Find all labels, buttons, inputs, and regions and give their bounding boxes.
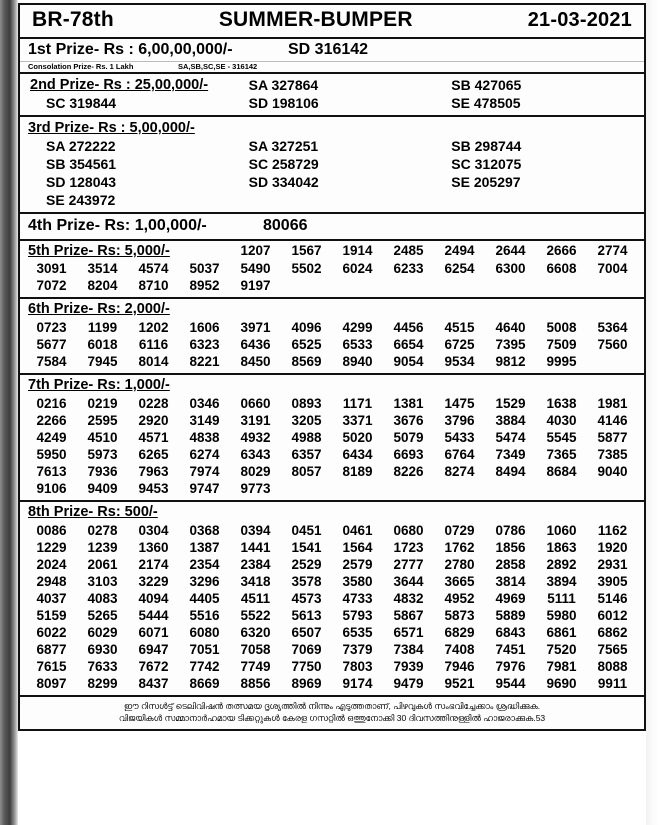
list-item: 7945 bbox=[87, 354, 118, 369]
list-item: 1199 bbox=[87, 320, 118, 335]
list-item: 4515 bbox=[444, 320, 475, 335]
list-item: 1638 bbox=[546, 396, 577, 411]
list-item: 1162 bbox=[597, 523, 628, 538]
lottery-name: SUMMER-BUMPER bbox=[218, 8, 413, 31]
list-item: 9197 bbox=[240, 278, 271, 293]
list-item: 9690 bbox=[546, 676, 577, 691]
prize-3rd-label: 3rd Prize- Rs : 5,00,000/- bbox=[28, 120, 195, 136]
list-item: 8856 bbox=[240, 676, 271, 691]
list-item: 0729 bbox=[444, 523, 475, 538]
list-item: 9040 bbox=[597, 464, 628, 479]
list-item: 8952 bbox=[189, 278, 220, 293]
list-item: 7615 bbox=[36, 659, 67, 674]
list-item: 7750 bbox=[291, 659, 322, 674]
lottery-result-sheet bbox=[18, 3, 646, 731]
list-item: 9544 bbox=[495, 676, 526, 691]
list-item: 8029 bbox=[240, 464, 271, 479]
prize-6th-label: 6th Prize- Rs: 2,000/- bbox=[28, 301, 170, 317]
list-item: 2061 bbox=[87, 557, 118, 572]
list-item: 5867 bbox=[393, 608, 424, 623]
list-item: 8014 bbox=[138, 354, 169, 369]
list-item: 6018 bbox=[87, 337, 118, 352]
list-item: 2494 bbox=[444, 243, 475, 258]
list-item: 2780 bbox=[444, 557, 475, 572]
list-item: SD 334042 bbox=[248, 174, 319, 190]
prize-4th-label: 4th Prize- Rs: 1,00,000/- bbox=[28, 217, 207, 234]
disclaimer-line-1: ഈ റിസൾട്ട് ടെലിവിഷൻ തത്സമയ ദൃശ്യത്തിൽ നിന്നും എടുത്തതാണ്, പിഴവുകൾ സംഭവിച്ചേക്കാം ശ്രദ്ധിക്കുക. bbox=[123, 701, 541, 711]
list-item: 6507 bbox=[291, 625, 322, 640]
list-item: 0346 bbox=[189, 396, 220, 411]
list-item: 0219 bbox=[87, 396, 118, 411]
list-item: 3191 bbox=[240, 413, 271, 428]
list-item: 4838 bbox=[189, 430, 220, 445]
list-item: 7058 bbox=[240, 642, 271, 657]
list-item: 3296 bbox=[189, 574, 220, 589]
list-item: 1360 bbox=[138, 540, 169, 555]
list-item: 2920 bbox=[138, 413, 169, 428]
list-item: 6434 bbox=[342, 447, 373, 462]
list-item: 1567 bbox=[291, 243, 322, 258]
list-item: 3418 bbox=[240, 574, 271, 589]
list-item: 3796 bbox=[444, 413, 475, 428]
prize-7th-number-grid bbox=[20, 394, 644, 500]
draw-number: BR-78th bbox=[32, 8, 114, 31]
list-item: 6725 bbox=[444, 337, 475, 352]
list-item: 0723 bbox=[36, 320, 67, 335]
list-item: 7385 bbox=[597, 447, 628, 462]
list-item: 7349 bbox=[495, 447, 526, 462]
list-item: 4932 bbox=[240, 430, 271, 445]
list-item: 5973 bbox=[87, 447, 118, 462]
list-item: 4456 bbox=[393, 320, 424, 335]
list-item: 2595 bbox=[87, 413, 118, 428]
list-item: 6029 bbox=[87, 625, 118, 640]
list-item: 8057 bbox=[291, 464, 322, 479]
list-item: 8204 bbox=[87, 278, 118, 293]
list-item: 3905 bbox=[597, 574, 628, 589]
list-item: SE 243972 bbox=[46, 192, 116, 208]
list-item: 2774 bbox=[597, 243, 628, 258]
list-item: 7379 bbox=[342, 642, 373, 657]
list-item: 4969 bbox=[495, 591, 526, 606]
list-item: 7365 bbox=[546, 447, 577, 462]
prize-1st-label: 1st Prize- Rs : 6,00,00,000/- bbox=[28, 41, 233, 58]
list-item: 0086 bbox=[36, 523, 67, 538]
list-item: 9812 bbox=[495, 354, 526, 369]
list-item: 6116 bbox=[138, 337, 169, 352]
list-item: 1723 bbox=[393, 540, 424, 555]
list-item: 4988 bbox=[291, 430, 322, 445]
list-item: 6265 bbox=[138, 447, 169, 462]
list-item: 6300 bbox=[495, 261, 526, 276]
list-item: 7613 bbox=[36, 464, 67, 479]
page-edge-right-margin bbox=[646, 0, 660, 825]
list-item: 6012 bbox=[597, 608, 628, 623]
list-item: 0680 bbox=[393, 523, 424, 538]
list-item: 2485 bbox=[393, 243, 424, 258]
list-item: 8494 bbox=[495, 464, 526, 479]
list-item: 6654 bbox=[393, 337, 424, 352]
list-item: 3814 bbox=[495, 574, 526, 589]
list-item: 8088 bbox=[597, 659, 628, 674]
list-item: 7749 bbox=[240, 659, 271, 674]
list-item: 1981 bbox=[597, 396, 628, 411]
list-item: 6930 bbox=[87, 642, 118, 657]
list-item: 2777 bbox=[393, 557, 424, 572]
prize-5th-number-grid bbox=[20, 241, 644, 297]
list-item: 2266 bbox=[36, 413, 67, 428]
list-item: 6862 bbox=[597, 625, 628, 640]
list-item: 3971 bbox=[240, 320, 271, 335]
list-item: 7560 bbox=[597, 337, 628, 352]
list-item: 9747 bbox=[189, 481, 220, 496]
list-item: 5613 bbox=[291, 608, 322, 623]
list-item: SB 298744 bbox=[451, 138, 522, 154]
list-item: 1762 bbox=[444, 540, 475, 555]
list-item: 0786 bbox=[495, 523, 526, 538]
list-item: 6254 bbox=[444, 261, 475, 276]
list-item: 7051 bbox=[189, 642, 220, 657]
list-item: 4030 bbox=[546, 413, 577, 428]
prize-2nd-label: 2nd Prize- Rs : 25,00,000/- bbox=[30, 77, 209, 93]
draw-date: 21-03-2021 bbox=[527, 8, 632, 31]
prize-4th-number: 80066 bbox=[263, 217, 308, 234]
list-item: 6693 bbox=[393, 447, 424, 462]
disclaimer-footer bbox=[20, 697, 644, 729]
list-item: 1207 bbox=[240, 243, 271, 258]
list-item: 7936 bbox=[87, 464, 118, 479]
list-item: 7565 bbox=[597, 642, 628, 657]
list-item: 1856 bbox=[495, 540, 526, 555]
list-item: 1475 bbox=[444, 396, 475, 411]
list-item: 7974 bbox=[189, 464, 220, 479]
list-item: 4511 bbox=[240, 591, 271, 606]
list-item: SB 427065 bbox=[451, 77, 522, 93]
list-item: 1387 bbox=[189, 540, 220, 555]
list-item: 5873 bbox=[444, 608, 475, 623]
list-item: SC 258729 bbox=[248, 156, 319, 172]
consolation-prize-row bbox=[20, 61, 644, 72]
list-item: SC 312075 bbox=[451, 156, 522, 172]
list-item: 7939 bbox=[393, 659, 424, 674]
list-item: SD 128043 bbox=[46, 174, 117, 190]
list-item: 6535 bbox=[342, 625, 373, 640]
list-item: 9106 bbox=[36, 481, 67, 496]
list-item: 9479 bbox=[393, 676, 424, 691]
list-item: 5433 bbox=[444, 430, 475, 445]
list-item: 4249 bbox=[36, 430, 67, 445]
list-item: 3665 bbox=[444, 574, 475, 589]
list-item: 9773 bbox=[240, 481, 271, 496]
list-item: 5980 bbox=[546, 608, 577, 623]
list-item: 2529 bbox=[291, 557, 322, 572]
list-item: SE 205297 bbox=[451, 174, 521, 190]
list-item: 5364 bbox=[597, 320, 628, 335]
list-item: 2892 bbox=[546, 557, 577, 572]
list-item: 1564 bbox=[342, 540, 373, 555]
prize-section-1st bbox=[20, 39, 644, 74]
list-item: 4571 bbox=[138, 430, 169, 445]
list-item: 3103 bbox=[87, 574, 118, 589]
list-item: 6608 bbox=[546, 261, 577, 276]
list-item: 5677 bbox=[36, 337, 67, 352]
list-item: 3580 bbox=[342, 574, 373, 589]
list-item: 4094 bbox=[138, 591, 169, 606]
list-item: SA 272222 bbox=[46, 138, 116, 154]
list-item: 8226 bbox=[393, 464, 424, 479]
list-item: 8684 bbox=[546, 464, 577, 479]
list-item: 7976 bbox=[495, 659, 526, 674]
list-item: SA 327864 bbox=[248, 77, 319, 93]
list-item: 9911 bbox=[597, 676, 628, 691]
list-item: 6274 bbox=[189, 447, 220, 462]
list-item: 8450 bbox=[240, 354, 271, 369]
list-item: 5522 bbox=[240, 608, 271, 623]
list-item: 2666 bbox=[546, 243, 577, 258]
list-item: 9995 bbox=[546, 354, 577, 369]
list-item: SE 478505 bbox=[451, 95, 521, 111]
list-item: 3514 bbox=[87, 261, 118, 276]
prize-section-4th bbox=[20, 214, 644, 241]
list-item: 2931 bbox=[597, 557, 628, 572]
list-item: 8274 bbox=[444, 464, 475, 479]
list-item: 6947 bbox=[138, 642, 169, 657]
prize-3rd-ticket-list bbox=[28, 137, 636, 209]
list-item: 6877 bbox=[36, 642, 67, 657]
list-item: 6843 bbox=[495, 625, 526, 640]
list-item: 5037 bbox=[189, 261, 220, 276]
disclaimer-line-2: വിജയികൾ സമ്മാനാർഹമായ ടിക്കറ്റുകൾ കേരള ഗസറ്റിൽ ഒത്തുനോക്കി 30 ദിവസത്തിനുള്ളിൽ ഹാജരാക്കുക.53 bbox=[118, 713, 546, 724]
list-item: 7004 bbox=[597, 261, 628, 276]
list-item: 7384 bbox=[393, 642, 424, 657]
list-item: 7946 bbox=[444, 659, 475, 674]
list-item: 3371 bbox=[342, 413, 373, 428]
list-item: 5490 bbox=[240, 261, 271, 276]
list-item: 3229 bbox=[138, 574, 169, 589]
list-item: 1863 bbox=[546, 540, 577, 555]
list-item: 0304 bbox=[138, 523, 169, 538]
list-item: 8669 bbox=[189, 676, 220, 691]
list-item: 1239 bbox=[87, 540, 118, 555]
list-item: 8221 bbox=[189, 354, 220, 369]
list-item: 3644 bbox=[393, 574, 424, 589]
list-item: 7742 bbox=[189, 659, 220, 674]
list-item: 2579 bbox=[342, 557, 373, 572]
prize-1st-ticket: SD 316142 bbox=[288, 41, 369, 58]
list-item: 4952 bbox=[444, 591, 475, 606]
list-item: 4733 bbox=[342, 591, 373, 606]
list-item: 8299 bbox=[87, 676, 118, 691]
list-item: 9409 bbox=[87, 481, 118, 496]
list-item: 5111 bbox=[547, 591, 576, 606]
list-item: 5146 bbox=[597, 591, 628, 606]
list-item: 4146 bbox=[597, 413, 628, 428]
list-item: 6357 bbox=[291, 447, 322, 462]
prize-6th-number-grid bbox=[20, 318, 644, 373]
list-item: 5516 bbox=[189, 608, 220, 623]
list-item: 5008 bbox=[546, 320, 577, 335]
prize-section-5th bbox=[20, 241, 644, 299]
list-item: 0893 bbox=[291, 396, 322, 411]
list-item: SA 327251 bbox=[248, 138, 319, 154]
list-item: 7981 bbox=[546, 659, 577, 674]
page-edge-left-shadow bbox=[0, 0, 18, 825]
list-item: 0660 bbox=[240, 396, 271, 411]
prize-7th-label: 7th Prize- Rs: 1,000/- bbox=[28, 377, 170, 393]
list-item: 9054 bbox=[393, 354, 424, 369]
list-item: 5793 bbox=[342, 608, 373, 623]
list-item: 4299 bbox=[342, 320, 373, 335]
list-item: 3676 bbox=[393, 413, 424, 428]
list-item: 6764 bbox=[444, 447, 475, 462]
list-item: 6320 bbox=[240, 625, 271, 640]
list-item: 8569 bbox=[291, 354, 322, 369]
prize-8th-label: 8th Prize- Rs: 500/- bbox=[28, 504, 158, 520]
list-item: 6571 bbox=[393, 625, 424, 640]
list-item: 8940 bbox=[342, 354, 373, 369]
list-item: 5950 bbox=[36, 447, 67, 462]
list-item: 0368 bbox=[189, 523, 220, 538]
list-item: 9521 bbox=[444, 676, 475, 691]
list-item: 0451 bbox=[291, 523, 322, 538]
list-item: 4510 bbox=[87, 430, 118, 445]
list-item: 5159 bbox=[36, 608, 67, 623]
list-item: 5474 bbox=[495, 430, 526, 445]
list-item: 4405 bbox=[189, 591, 220, 606]
list-item: 4573 bbox=[291, 591, 322, 606]
list-item: 9453 bbox=[138, 481, 169, 496]
list-item: 6080 bbox=[189, 625, 220, 640]
list-item: 5265 bbox=[87, 608, 118, 623]
list-item: 5889 bbox=[495, 608, 526, 623]
list-item: 1920 bbox=[597, 540, 628, 555]
list-item: 7633 bbox=[87, 659, 118, 674]
list-item: 4640 bbox=[495, 320, 526, 335]
list-item: 7069 bbox=[291, 642, 322, 657]
prize-8th-number-grid bbox=[20, 521, 644, 695]
list-item: 0228 bbox=[138, 396, 169, 411]
list-item: 2024 bbox=[36, 557, 67, 572]
list-item: 3578 bbox=[291, 574, 322, 589]
list-item: 1229 bbox=[36, 540, 67, 555]
list-item: 2644 bbox=[495, 243, 526, 258]
list-item: 8710 bbox=[138, 278, 169, 293]
list-item: 2174 bbox=[138, 557, 169, 572]
prize-section-3rd bbox=[20, 117, 644, 214]
list-item: 6829 bbox=[444, 625, 475, 640]
list-item: 3884 bbox=[495, 413, 526, 428]
list-item: 1541 bbox=[291, 540, 322, 555]
list-item: 1529 bbox=[495, 396, 526, 411]
list-item: SC 319844 bbox=[46, 95, 117, 111]
list-item: 7408 bbox=[444, 642, 475, 657]
list-item: 7395 bbox=[495, 337, 526, 352]
list-item: 5502 bbox=[291, 261, 322, 276]
list-item: 6323 bbox=[189, 337, 220, 352]
list-item: 6233 bbox=[393, 261, 424, 276]
list-item: 4083 bbox=[87, 591, 118, 606]
list-item: 6071 bbox=[138, 625, 169, 640]
prize-section-8th bbox=[20, 502, 644, 697]
list-item: 6436 bbox=[240, 337, 271, 352]
list-item: 6861 bbox=[546, 625, 577, 640]
list-item: 3894 bbox=[546, 574, 577, 589]
list-item: 4832 bbox=[393, 591, 424, 606]
list-item: SB 354561 bbox=[46, 156, 117, 172]
list-item: 4096 bbox=[291, 320, 322, 335]
list-item: 2354 bbox=[189, 557, 220, 572]
list-item: 4574 bbox=[138, 261, 169, 276]
list-item: 7520 bbox=[546, 642, 577, 657]
list-item: 7963 bbox=[138, 464, 169, 479]
list-item: 0394 bbox=[240, 523, 271, 538]
list-item: 3149 bbox=[189, 413, 220, 428]
consolation-label: Consolation Prize- Rs. 1 Lakh bbox=[28, 62, 134, 71]
list-item: 1202 bbox=[138, 320, 169, 335]
list-item: 3091 bbox=[36, 261, 67, 276]
list-item: 1381 bbox=[393, 396, 424, 411]
prize-5th-label: 5th Prize- Rs: 5,000/- bbox=[28, 243, 170, 259]
consolation-tickets: SA,SB,SC,SE - 316142 bbox=[178, 62, 258, 71]
list-item: 6343 bbox=[240, 447, 271, 462]
list-item: 9534 bbox=[444, 354, 475, 369]
list-item: 7509 bbox=[546, 337, 577, 352]
list-item: 7072 bbox=[36, 278, 67, 293]
list-item: 2948 bbox=[36, 574, 67, 589]
list-item: 6525 bbox=[291, 337, 322, 352]
list-item: 7584 bbox=[36, 354, 67, 369]
list-item: 6533 bbox=[342, 337, 373, 352]
prize-section-2nd bbox=[20, 74, 644, 117]
list-item: 0216 bbox=[36, 396, 67, 411]
list-item: 0278 bbox=[87, 523, 118, 538]
list-item: 5877 bbox=[597, 430, 628, 445]
list-item: 8189 bbox=[342, 464, 373, 479]
list-item: 1060 bbox=[546, 523, 577, 538]
list-item: 6024 bbox=[342, 261, 373, 276]
list-item: 5545 bbox=[546, 430, 577, 445]
list-item: 1441 bbox=[240, 540, 271, 555]
list-item: 8969 bbox=[291, 676, 322, 691]
list-item: 5020 bbox=[342, 430, 373, 445]
list-item: 7672 bbox=[138, 659, 169, 674]
list-item: 1914 bbox=[342, 243, 373, 258]
prize-section-6th bbox=[20, 299, 644, 375]
list-item: 6022 bbox=[36, 625, 67, 640]
list-item: 1606 bbox=[189, 320, 220, 335]
list-item: 7451 bbox=[495, 642, 526, 657]
list-item: 5444 bbox=[138, 608, 169, 623]
list-item: 8097 bbox=[36, 676, 67, 691]
prize-section-7th bbox=[20, 375, 644, 502]
list-item: 1171 bbox=[342, 396, 373, 411]
prize-2nd-ticket-list bbox=[28, 76, 636, 112]
list-item: 5079 bbox=[393, 430, 424, 445]
list-item: 2384 bbox=[240, 557, 271, 572]
list-item: 2858 bbox=[495, 557, 526, 572]
list-item: 8437 bbox=[138, 676, 169, 691]
list-item: 9174 bbox=[342, 676, 373, 691]
list-item: 7803 bbox=[342, 659, 373, 674]
list-item: 4037 bbox=[36, 591, 67, 606]
result-header bbox=[20, 5, 644, 39]
list-item: 0461 bbox=[342, 523, 373, 538]
list-item: SD 198106 bbox=[248, 95, 319, 111]
list-item: 3205 bbox=[291, 413, 322, 428]
